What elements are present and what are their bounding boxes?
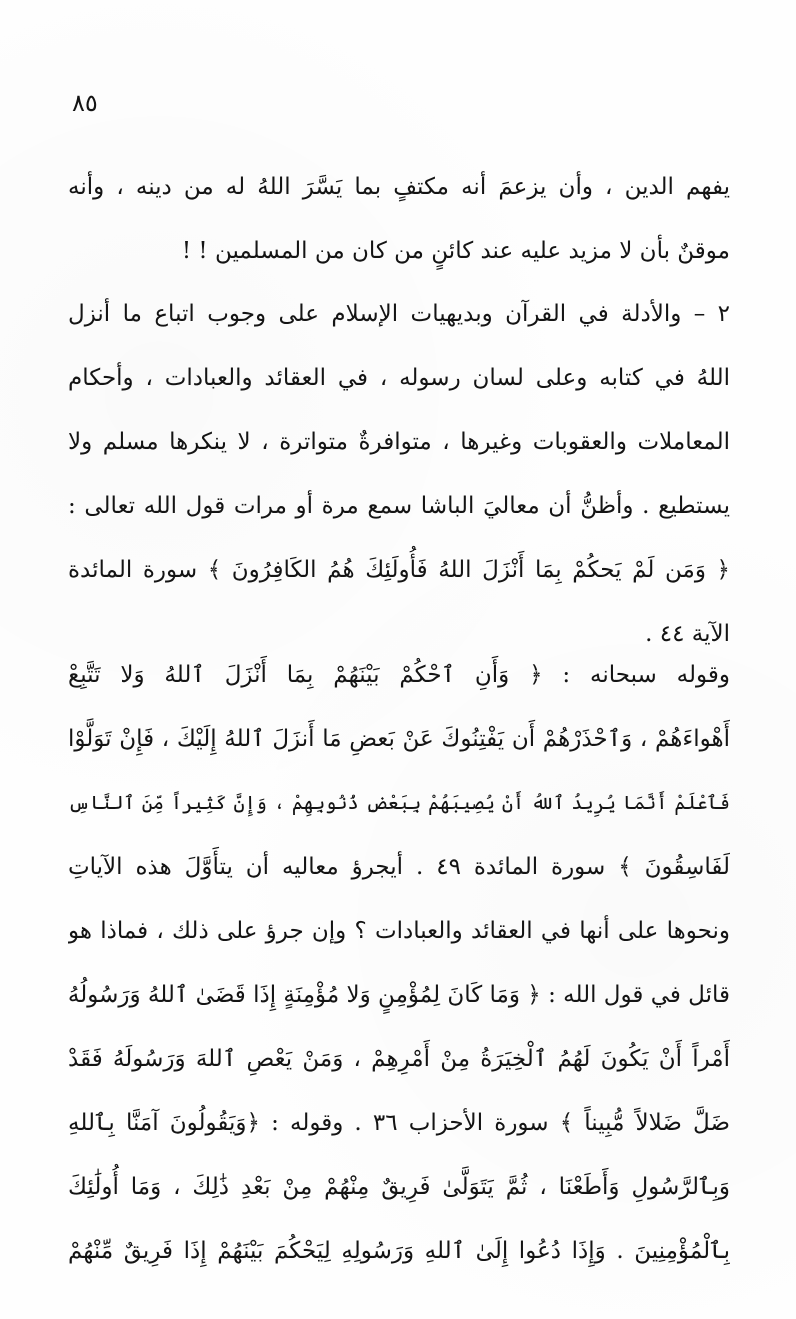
text-line: المعاملات والعقوبات وغيرها ، متوافرةٌ متواترة ، لا ينكرها مسلم ولا xyxy=(68,429,730,455)
text-line: لَفَاسِقُونَ ﴾ سورة المائدة ٤٩ . أيجرؤ معاليه أن يتأَوَّلَ هذه الآياتِ xyxy=(68,854,730,880)
text-line: قائل في قول الله : ﴿ وَمَا كَانَ لِمُؤْمِنٍ وَلا مُؤْمِنَةٍ إِذَا قَضَىٰ ٱللهُ وَرَسُولُهُ xyxy=(68,982,730,1008)
text-line: اللهُ في كتابه وعلى لسان رسوله ، في العقائد والعبادات ، وأحكام xyxy=(68,365,730,391)
paragraph-3 xyxy=(68,643,730,1283)
page-number: ٨٥ xyxy=(72,89,98,117)
text-line: ﴿ وَمَن لَمْ يَحكُمْ بِمَا أَنْزَلَ اللهُ فَأُولَئِكَ هُمُ الكَافِرُونَ ﴾ سورة المائدة xyxy=(68,557,730,583)
text-line: وقوله سبحانه : ﴿ وَأَنِ ٱحْكُمْ بَيْنَهُمْ بِمَا أَنْزَلَ ٱللهُ وَلا تَتَّبِعْ xyxy=(68,662,730,688)
text-line: ضَلَّ ضَلالاً مُّبِيناً ﴾ سورة الأحزاب ٣٦ . وقوله : ﴿وَيَقُولُونَ آمَنَّا بِٱللهِ xyxy=(68,1110,730,1136)
text-line: بِٱلْمُؤْمِنِينَ . وَإِذَا دُعُوا إِلَىٰ ٱللهِ وَرَسُولِهِ لِيَحْكُمَ بَيْنَهُمْ إِذَا فَرِيقٌ مِّنْهُمْ xyxy=(68,1238,730,1264)
text-line: يفهم الدين ، وأن يزعمَ أنه مكتفٍ بما يَسَّرَ اللهُ له من دينه ، وأنه xyxy=(68,174,730,200)
paragraph-2 xyxy=(68,282,730,666)
text-line: وَبِٱلرَّسُولِ وَأَطَعْنَا ، ثُمَّ يَتَوَلَّىٰ فَرِيقٌ مِنْهُمْ مِنْ بَعْدِ ذَٰلِكَ ، وَمَا أُولَٰئِكَ xyxy=(68,1174,730,1200)
paragraph-1 xyxy=(68,155,730,283)
text-line: الآية ٤٤ . xyxy=(645,621,730,647)
text-line: أَهْواءَهُمْ ، وَٱحْذَرْهُمْ أَن يَفْتِنُوكَ عَنْ بَعضِ مَا أَنزَلَ ٱللهُ إِلَيْكَ ، فَإِنْ تَوَلَّوْا xyxy=(68,726,730,752)
text-line: يستطيع . وأظنُّ أن معاليَ الباشا سمع مرة أو مرات قول الله تعالى : xyxy=(68,493,730,519)
text-line: ٢ – والأدلة في القرآن وبديهيات الإسلام على وجوب اتباع ما أنزل xyxy=(68,301,730,327)
text-line: موقنٌ بأن لا مزيد عليه عند كائنٍ من كان من المسلمين ! ! xyxy=(181,238,730,264)
text-line: أَمْراً أَنْ يَكُونَ لَهُمُ ٱلْخِيَرَةُ مِنْ أَمْرِهِمْ ، وَمَنْ يَعْصِ ٱللهَ وَرَسُولَهُ فَقَدْ xyxy=(68,1046,730,1072)
text-line: فَٱعْلَمْ أَنَّمَا يُرِيدُ ٱللهُ أَنْ يُصِيبَهُمْ بِبَعْضِ ذُنُوبِهِمْ ، وَإِنَّ كَثِيراً مِّنَ ٱلنَّاسِ xyxy=(68,792,730,814)
text-line: ونحوها على أنها في العقائد والعبادات ؟ وإن جرؤ على ذلك ، فماذا هو xyxy=(68,918,730,944)
